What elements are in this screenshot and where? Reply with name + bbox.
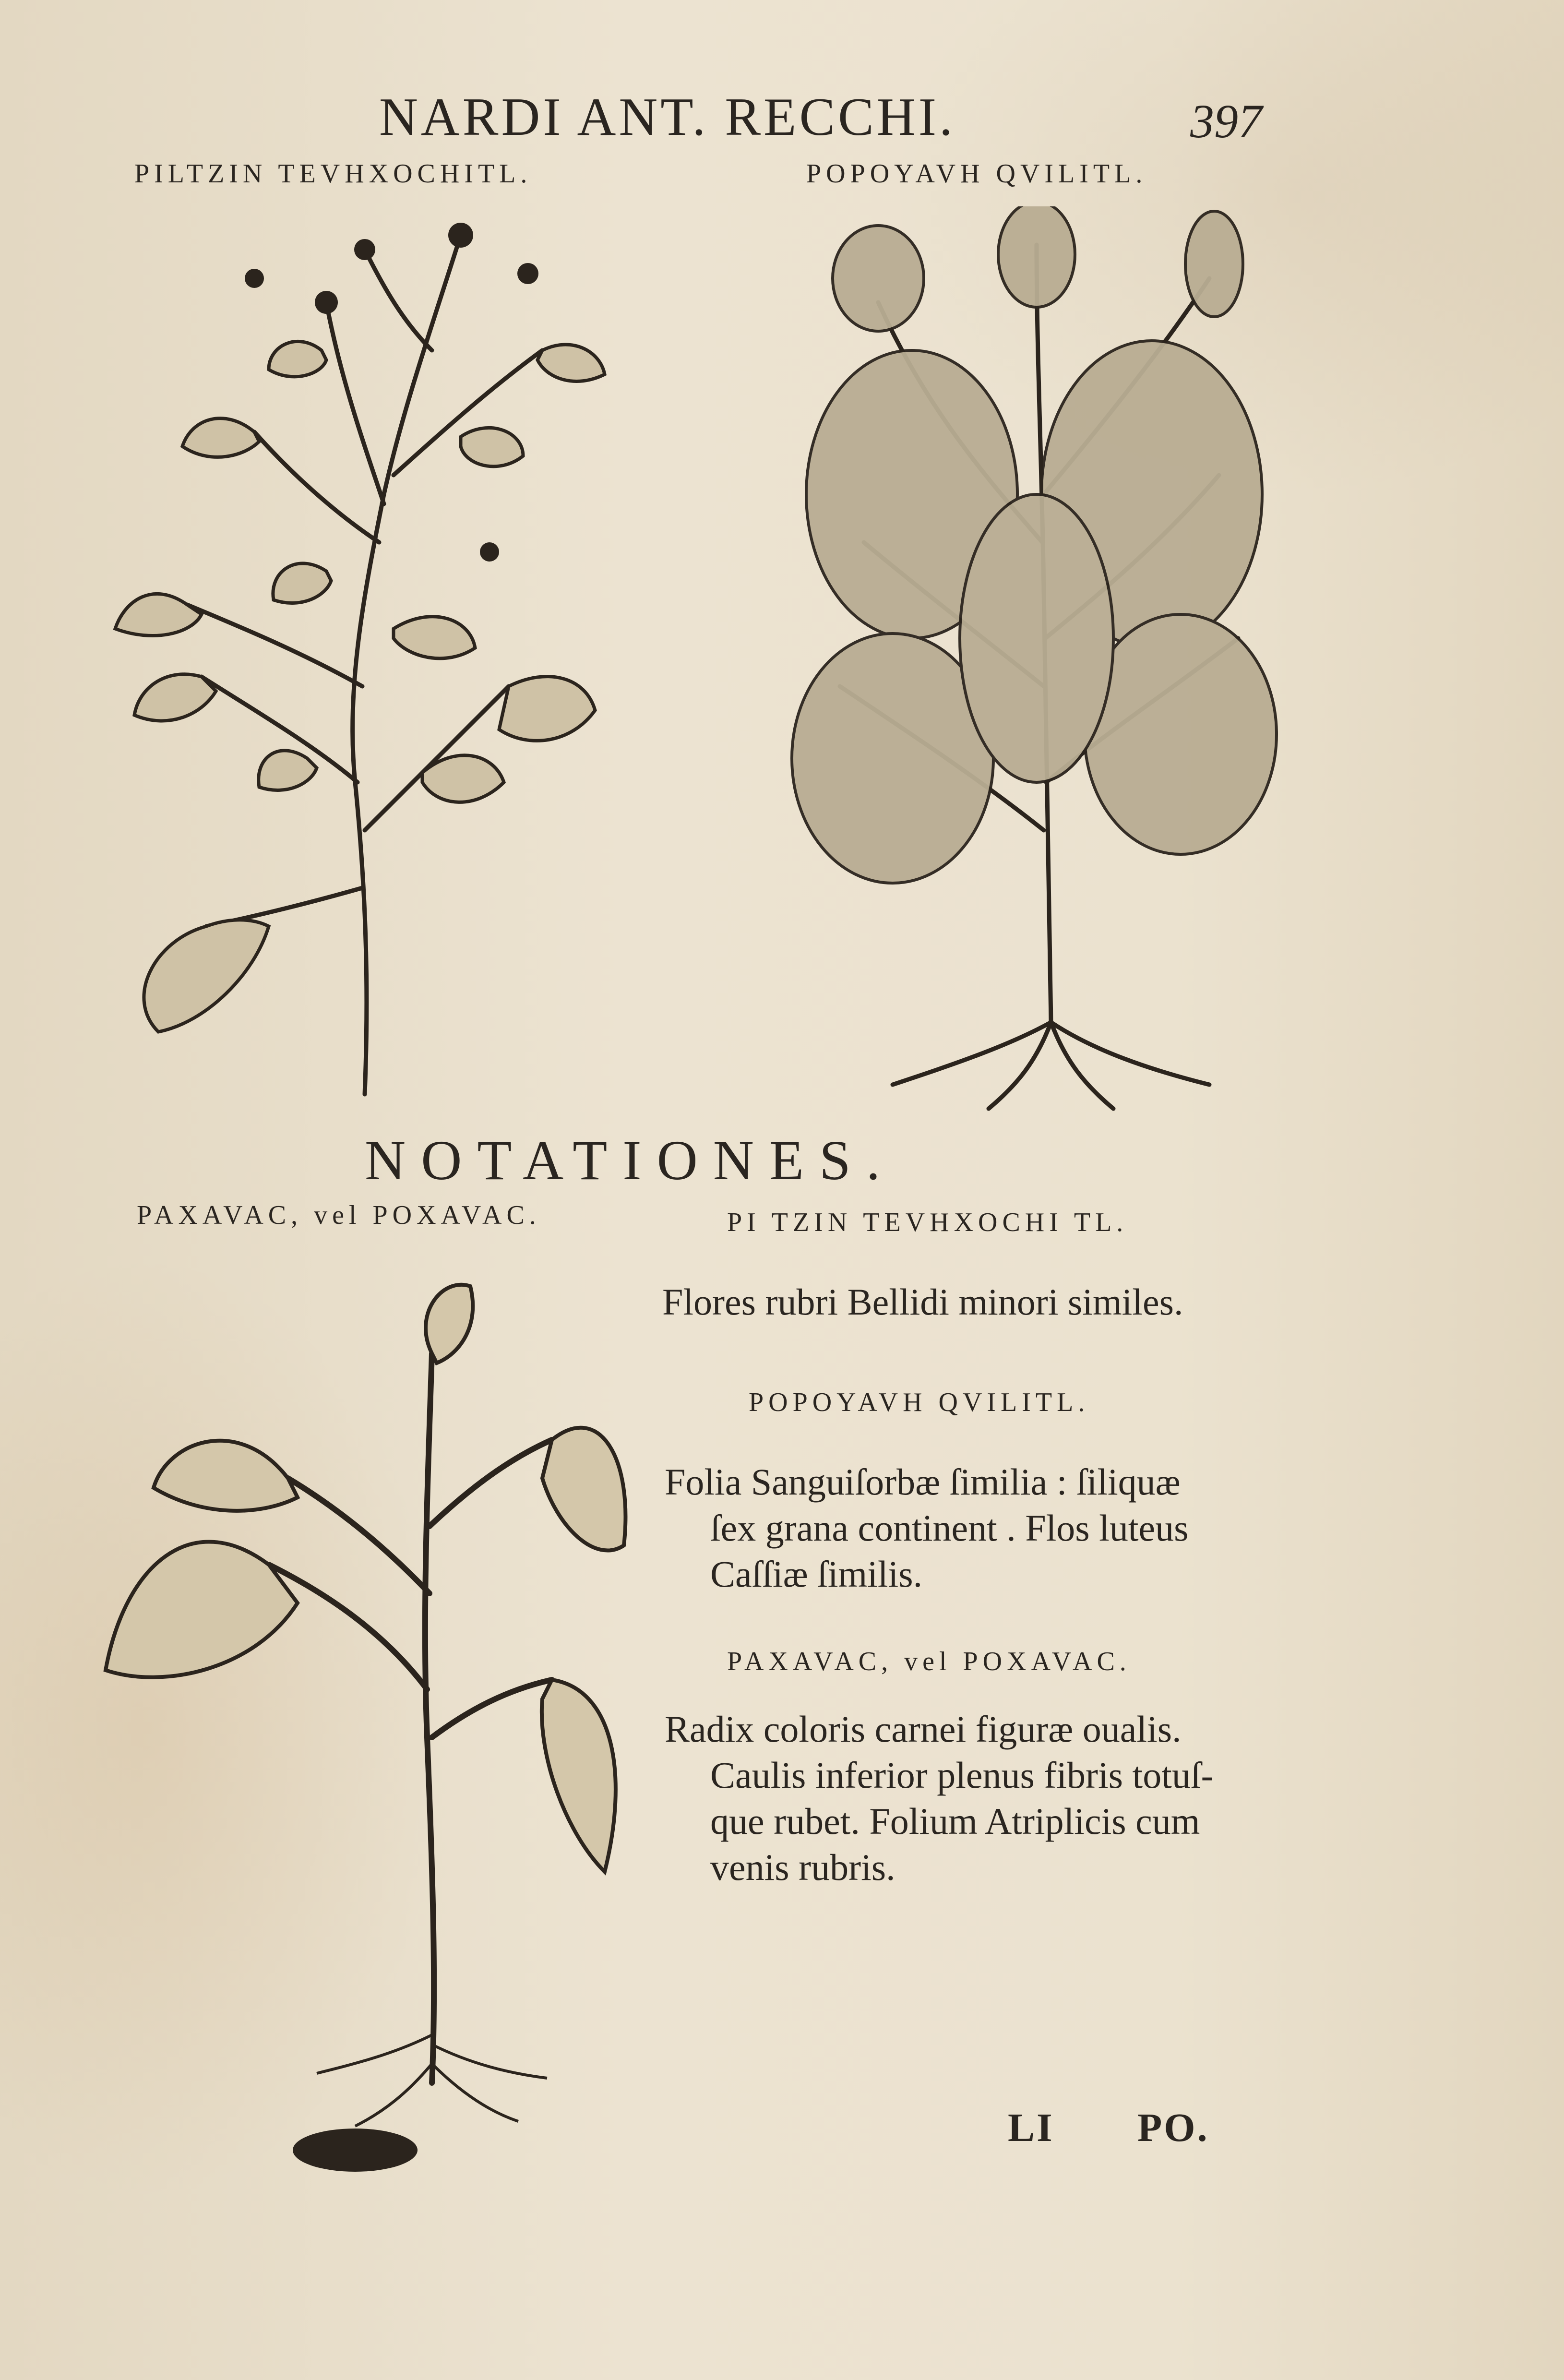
note-heading-popoyauh: POPOYAVH QVILITL.	[749, 1387, 1090, 1417]
text-line: ſex grana continent . Flos luteus	[710, 1507, 1189, 1549]
note-heading-paxavac: PAXAVAC, vel POXAVAC.	[727, 1647, 1131, 1676]
text-line: Flores rubri Bellidi minori similes.	[662, 1281, 1183, 1323]
woodcut-popoyauh-plant	[768, 206, 1296, 1118]
page-number: 397	[1190, 95, 1262, 148]
text-line: venis rubris.	[710, 1846, 895, 1888]
note-text-piltzin	[662, 1279, 1183, 1325]
text-line: Caulis inferior plenus fibris totuſ-	[710, 1754, 1214, 1796]
text-line: Caſſiæ ſimilis.	[710, 1553, 923, 1595]
plate-caption-top-left: PILTZIN TEVHXOCHITL.	[134, 159, 532, 189]
section-title: NOTATIONES.	[365, 1129, 896, 1192]
catchword: PO.	[1137, 2105, 1209, 2150]
note-heading-piltzin: PI TZIN TEVHXOCHI TL.	[727, 1208, 1128, 1237]
text-line: que rubet. Folium Atriplicis cum	[710, 1800, 1200, 1842]
plate-caption-top-right: POPOYAVH QVILITL.	[806, 159, 1147, 189]
catchword: LI	[1008, 2105, 1054, 2150]
text-line: Folia Sanguiſorbæ ſimilia : ſiliquæ	[665, 1461, 1181, 1503]
plate-caption-bottom-left: PAXAVAC, vel POXAVAC.	[137, 1200, 541, 1230]
woodcut-piltzin-plant	[96, 206, 624, 1104]
text-line: Radix coloris carnei figuræ oualis.	[665, 1708, 1182, 1750]
note-text-popoyauh	[665, 1459, 1265, 1597]
woodcut-paxavac-plant	[96, 1257, 648, 2184]
note-text-paxavac	[665, 1706, 1265, 1890]
running-head: NARDI ANT. RECCHI.	[379, 87, 956, 147]
